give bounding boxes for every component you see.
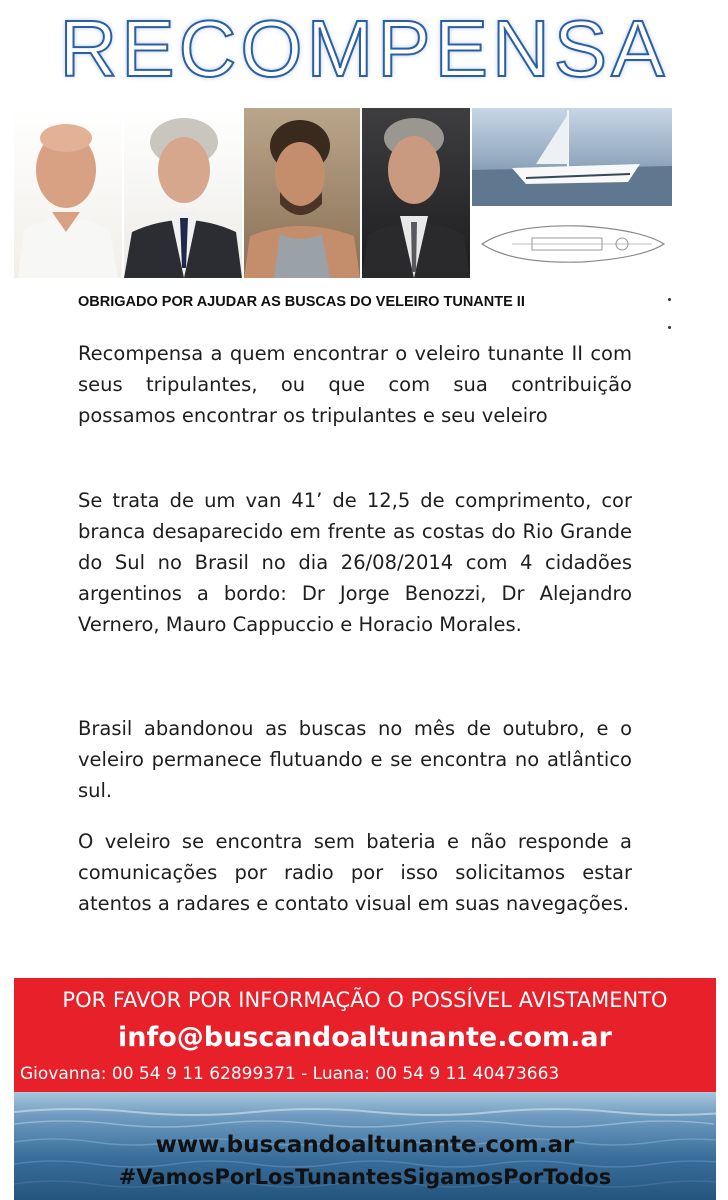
contact-heading: POR FAVOR POR INFORMAÇÃO O POSSÍVEL AVISTAMENTO	[62, 988, 668, 1012]
sailboat-photo	[472, 108, 672, 206]
search-status-paragraph: Brasil abandonou as buscas no mês de outubro, e o veleiro permanece flutuando e se encontra no atlântico sul.	[78, 717, 632, 802]
young-man-tank-top-portrait	[244, 108, 360, 278]
sailboat-deck-plan	[472, 208, 672, 278]
thanks-subtitle: OBRIGADO POR AJUDAR AS BUSCAS DO VELEIRO TUNANTE II	[78, 294, 525, 310]
man-dark-suit-portrait	[362, 108, 470, 278]
decorative-dot	[668, 298, 671, 301]
boat-description-paragraph: Se trata de um van 41’ de 12,5 de comprimento, cor branca desaparecido em frente as costas do Rio Grande do Sul no Brasil no dia 26/08/2014 com 4 cidadões argentinos a bordo: Dr Jorge Benozzi, Dr Alejandro Vernero, Mauro Cappuccio e Horacio Morales.	[78, 489, 632, 636]
campaign-hashtag[interactable]: #VamosPorLosTunantesSigamosPorTodos	[118, 1165, 612, 1189]
page-title: RECOMPENSA	[59, 4, 669, 93]
contact-phones: Giovanna: 00 54 9 11 62899371 - Luana: 00 54 9 11 40473663	[20, 1064, 560, 1084]
decorative-dot	[668, 326, 671, 329]
reward-paragraph: Recompensa a quem encontrar o veleiro tunante II com seus tripulantes, ou que com sua contribuição possamos encontrar os tripulantes e seu veleiro	[78, 342, 632, 427]
contact-banner	[14, 978, 716, 1092]
man-suit-portrait	[124, 108, 242, 278]
man-white-shirt-portrait	[14, 108, 122, 278]
sea-footer	[14, 1092, 716, 1200]
contact-email-link[interactable]: info@buscandoaltunante.com.ar	[118, 1022, 612, 1053]
request-paragraph: O veleiro se encontra sem bateria e não responde a comunicações por radio por isso solicitamos estar atentos a radares e contato visual em suas navegações.	[78, 830, 632, 915]
website-link[interactable]: www.buscandoaltunante.com.ar	[155, 1132, 575, 1158]
